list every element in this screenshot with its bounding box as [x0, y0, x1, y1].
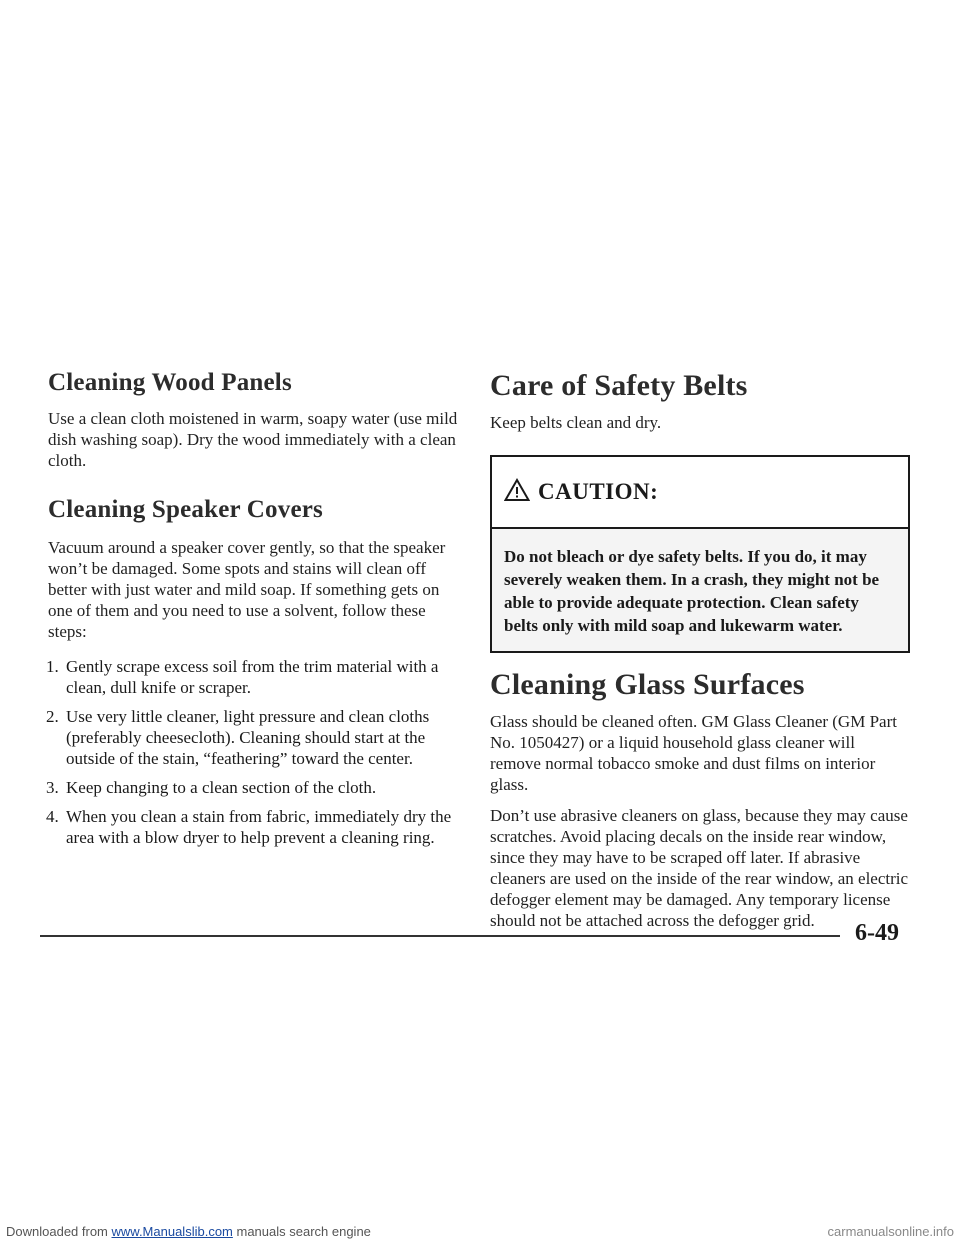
- watermark-text: carmanualsonline.info: [827, 1224, 954, 1239]
- step-number: 2.: [46, 707, 59, 726]
- glass-surfaces-heading: Cleaning Glass Surfaces: [490, 668, 805, 701]
- list-item: [48, 706, 468, 769]
- caution-text: Do not bleach or dye safety belts. If you do, it may severely weaken them. In a crash, they might not be able to provide adequate protection. Clean safety belts only with mild soap and lukewarm water.: [492, 529, 908, 651]
- cleaning-steps-list: [48, 656, 468, 848]
- page-number: 6-49: [855, 920, 899, 946]
- speaker-covers-heading: Cleaning Speaker Covers: [48, 496, 323, 523]
- warning-triangle-icon: [504, 478, 530, 507]
- right-column: [490, 368, 910, 931]
- download-suffix: manuals search engine: [232, 1224, 371, 1239]
- step-text: When you clean a stain from fabric, immediately dry the area with a blow dryer to help prevent a cleaning ring.: [66, 807, 452, 847]
- safety-belts-heading: Care of Safety Belts: [490, 369, 748, 402]
- step-text: Keep changing to a clean section of the cloth.: [66, 778, 377, 797]
- glass-surfaces-text-1: Glass should be cleaned often. GM Glass Cleaner (GM Part No. 1050427) or a liquid household glass cleaner will remove normal tobacco smoke and dust films on interior glass.: [490, 712, 897, 794]
- step-text: Gently scrape excess soil from the trim material with a clean, dull knife or scraper.: [66, 657, 439, 697]
- step-text: Use very little cleaner, light pressure and clean cloths (preferably cheesecloth). Cleaning should start at the outside of the stain, “feathering” toward the center.: [66, 707, 430, 768]
- list-item: [48, 806, 468, 848]
- caution-box: [490, 455, 910, 653]
- download-prefix: Downloaded from: [6, 1224, 112, 1239]
- speaker-covers-text: Vacuum around a speaker cover gently, so that the speaker won’t be damaged. Some spots and stains will clean off better with just water and mild soap. If something gets on one of them and you need to use a solvent, follow these steps:: [48, 538, 446, 641]
- glass-surfaces-text-2: Don’t use abrasive cleaners on glass, because they may cause scratches. Avoid placing decals on the inside rear window, since they may have to be scraped off later. If abrasive cleaners are used on the inside of the rear window, an electric defogger element may be damaged. Any temporary license should not be attached across the defogger grid.: [490, 806, 909, 930]
- manualslib-link[interactable]: www.Manualslib.com: [111, 1224, 233, 1239]
- step-number: 4.: [46, 807, 59, 826]
- caution-title: CAUTION:: [538, 479, 659, 504]
- step-number: 1.: [46, 657, 59, 676]
- download-notice: [6, 1224, 371, 1239]
- list-item: [48, 777, 468, 798]
- footer-rule: [40, 935, 840, 937]
- list-item: [48, 656, 468, 698]
- safety-belts-text: Keep belts clean and dry.: [490, 413, 662, 432]
- wood-panels-text: Use a clean cloth moistened in warm, soapy water (use mild dish washing soap). Dry the wood immediately with a clean cloth.: [48, 409, 458, 470]
- wood-panels-heading: Cleaning Wood Panels: [48, 369, 292, 396]
- caution-header: [492, 457, 908, 529]
- left-column: [48, 368, 468, 856]
- step-number: 3.: [46, 778, 59, 797]
